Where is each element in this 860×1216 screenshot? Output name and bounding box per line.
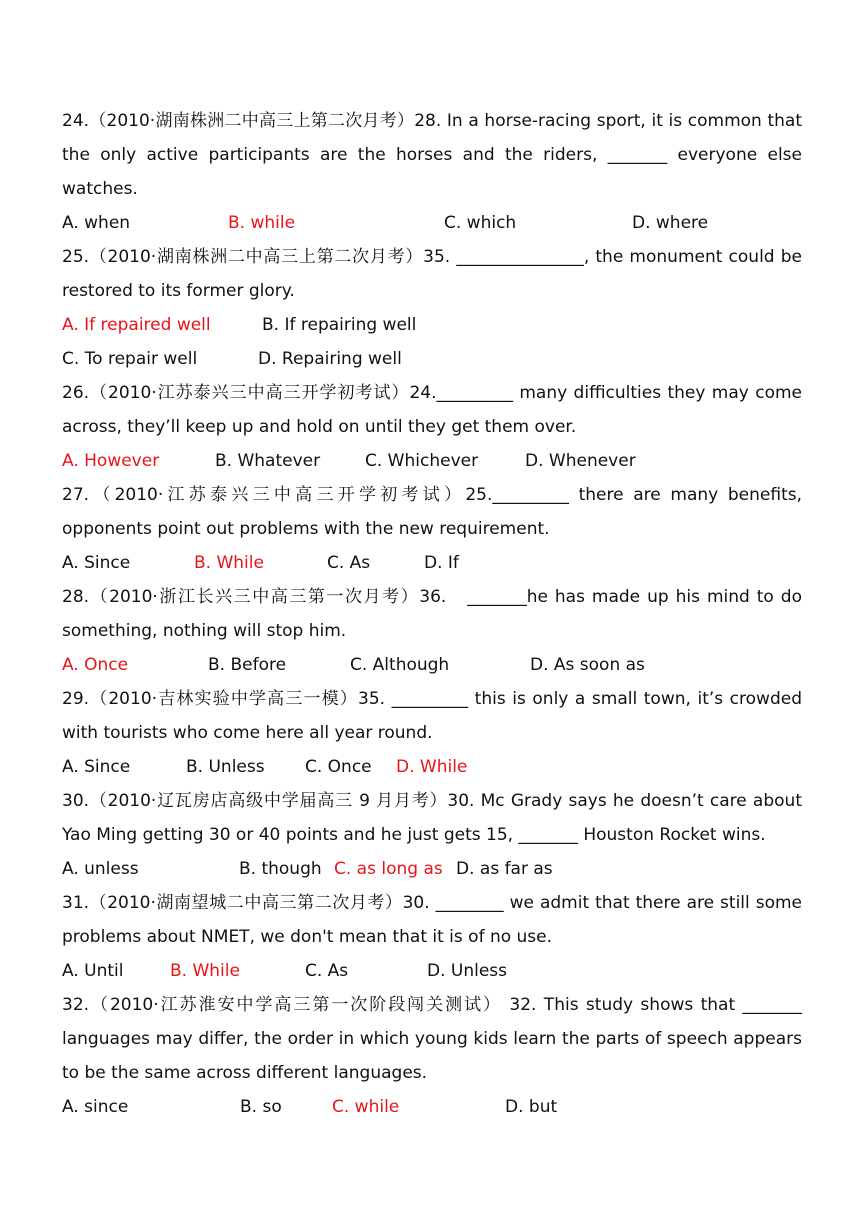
question-27 (62, 478, 802, 580)
question-stem (62, 104, 802, 206)
question-stem (62, 784, 802, 852)
question-source: （2010·湖南株洲二中高三上第二次月考） (89, 111, 415, 131)
option-a-correct: A. If repaired well (62, 315, 211, 335)
option-a: A. Since (62, 553, 131, 573)
option-b: B. If repairing well (262, 315, 417, 335)
option-d: D. Repairing well (258, 349, 402, 369)
question-number: 28. (62, 587, 90, 607)
question-stem (62, 988, 802, 1090)
worksheet (62, 104, 808, 1124)
option-row (62, 954, 802, 988)
question-number: 31. (62, 893, 90, 913)
option-b: B. Whatever (215, 451, 321, 471)
question-source: （2010·江苏泰兴三中高三开学初考试） (89, 383, 410, 403)
question-stem (62, 886, 802, 954)
question-number: 26. (62, 383, 90, 403)
question-text: 28. In a horse-racing sport, it is common that the only active participants are the horses and the riders, _______ everyone else watches. (62, 111, 802, 199)
option-row (62, 546, 802, 580)
question-text: 35. _______________, the monument could be restored to its former glory. (62, 247, 802, 301)
option-c: C. Although (350, 655, 450, 675)
option-d-correct: D. While (396, 757, 468, 777)
option-b-correct: B. while (228, 213, 296, 233)
option-c: C. Once (305, 757, 372, 777)
question-number: 32. (62, 995, 90, 1015)
question-text: 24._________ many difficulties they may come across, they’ll keep up and hold on until they get them over. (62, 383, 802, 437)
question-source: （2010·浙江长兴三中高三第一次月考） (89, 587, 420, 607)
question-source: （2010·江苏泰兴三中高三开学初考试） (89, 485, 466, 505)
option-a: A. when (62, 213, 131, 233)
question-text: 36. _______he has made up his mind to do something, nothing will stop him. (62, 587, 808, 641)
option-row (62, 308, 802, 342)
question-text: 30. Mc Grady says he doesn’t care about Yao Ming getting 30 or 40 points and he just gets 15, _______ Houston Rocket wins. (62, 791, 802, 845)
question-32 (62, 988, 802, 1124)
option-b: B. though (239, 859, 322, 879)
option-c: C. As (327, 553, 371, 573)
option-b: B. so (240, 1097, 282, 1117)
option-a: A. since (62, 1097, 129, 1117)
option-b: B. Before (208, 655, 287, 675)
option-c: C. which (444, 213, 517, 233)
question-29 (62, 682, 802, 784)
question-stem (62, 682, 802, 750)
option-d: D. but (505, 1097, 558, 1117)
question-26 (62, 376, 802, 478)
question-source: （2010·吉林实验中学高三一模） (89, 689, 358, 709)
option-b-correct: B. While (194, 553, 264, 573)
option-row (62, 206, 802, 240)
option-c-correct: C. as long as (334, 859, 443, 879)
question-stem (62, 240, 802, 308)
option-d: D. where (632, 213, 709, 233)
question-number: 27. (62, 485, 90, 505)
question-25 (62, 240, 802, 376)
question-30 (62, 784, 802, 886)
question-number: 25. (62, 247, 90, 267)
option-row (62, 750, 802, 784)
option-a: A. unless (62, 859, 139, 879)
question-stem (62, 376, 802, 444)
option-row (62, 1090, 802, 1124)
question-24 (62, 104, 802, 240)
option-a: A. Until (62, 961, 124, 981)
question-source: （2010·湖南株洲二中高三上第二次月考） (89, 247, 424, 267)
option-c: C. As (305, 961, 349, 981)
option-c-correct: C. while (332, 1097, 400, 1117)
option-b: B. Unless (186, 757, 265, 777)
option-row (62, 648, 802, 682)
option-d: D. If (424, 553, 459, 573)
option-a: A. Since (62, 757, 131, 777)
question-text: 35. _________ this is only a small town, it’s crowded with tourists who come here all year round. (62, 689, 802, 743)
option-b-correct: B. While (170, 961, 240, 981)
question-text: 30. ________ we admit that there are still some problems about NMET, we don't mean that it is of no use. (62, 893, 803, 947)
question-source: （2010·辽瓦房店高级中学届高三 9 月月考） (89, 791, 448, 811)
question-source: （2010·湖南望城二中高三第二次月考） (89, 893, 403, 913)
question-28 (62, 580, 808, 682)
question-number: 24. (62, 111, 90, 131)
question-31 (62, 886, 802, 988)
option-row (62, 444, 802, 478)
option-row (62, 342, 802, 376)
option-d: D. As soon as (530, 655, 645, 675)
question-source: （2010·江苏淮安中学高三第一次阶段闯关测试） (89, 995, 503, 1015)
option-c: C. Whichever (365, 451, 479, 471)
option-row (62, 852, 802, 886)
option-a-correct: A. However (62, 451, 160, 471)
option-a-correct: A. Once (62, 655, 129, 675)
option-c: C. To repair well (62, 349, 198, 369)
option-d: D. Unless (427, 961, 508, 981)
question-stem (62, 580, 808, 648)
question-number: 29. (62, 689, 90, 709)
question-text: 25._________ there are many benefits, opponents point out problems with the new requirement. (62, 485, 802, 539)
question-text: 32. This study shows that _______ languages may differ, the order in which young kids learn the parts of speech appears to be the same across different languages. (62, 995, 802, 1083)
option-d: D. Whenever (525, 451, 636, 471)
question-number: 30. (62, 791, 90, 811)
question-stem (62, 478, 802, 546)
option-d: D. as far as (456, 859, 553, 879)
